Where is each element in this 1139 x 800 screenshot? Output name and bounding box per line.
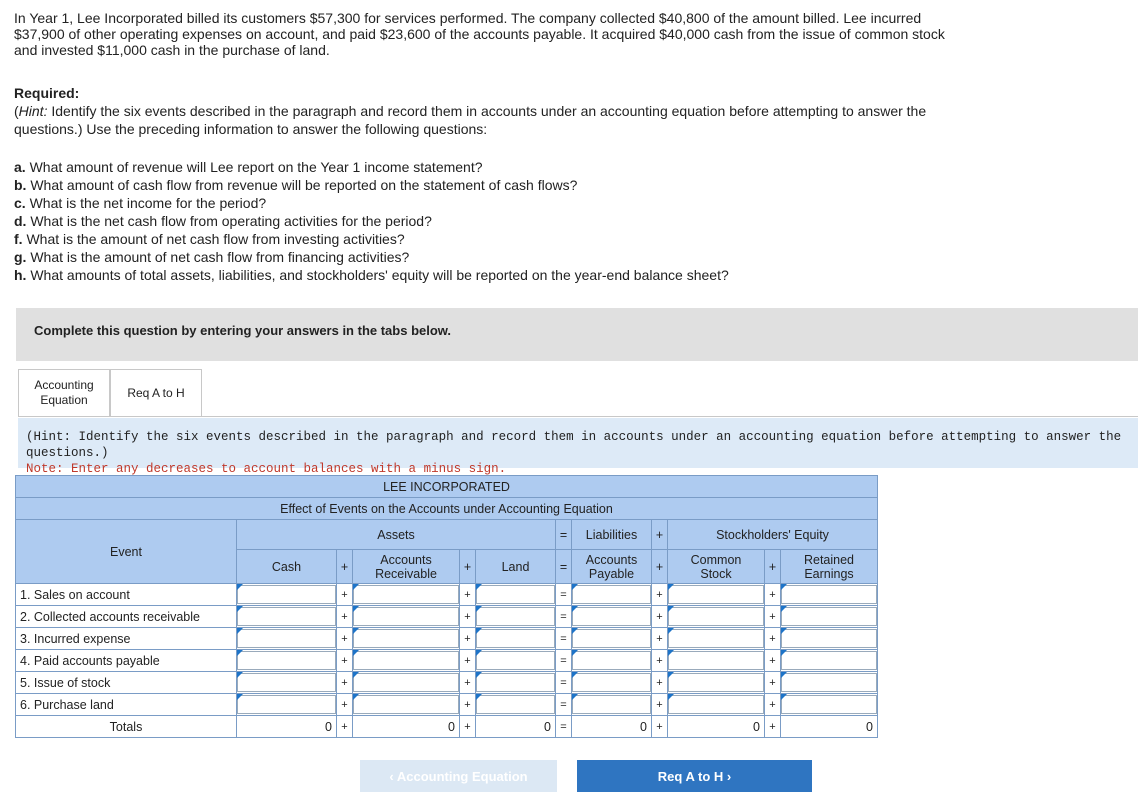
land-input-cell — [476, 672, 556, 694]
cs-input[interactable] — [668, 585, 764, 604]
re-input-cell — [781, 584, 878, 606]
plus-sign: + — [337, 716, 353, 738]
land-input-cell — [476, 606, 556, 628]
ap-input-cell — [572, 672, 652, 694]
instruction-banner: Complete this question by entering your answers in the tabs below. — [16, 308, 1138, 361]
total-re: 0 — [781, 716, 878, 738]
land-input-cell — [476, 584, 556, 606]
required-hint-label: Hint: — [18, 103, 48, 119]
cs-input[interactable] — [668, 651, 764, 670]
question-item: a. What amount of revenue will Lee report on the Year 1 income statement? — [14, 159, 483, 175]
plus-sign: + — [765, 550, 781, 584]
tab-req-a-to-h[interactable]: Req A to H — [110, 369, 202, 416]
equals-sign: = — [556, 694, 572, 716]
re-input[interactable] — [781, 607, 877, 626]
cash-input[interactable] — [237, 651, 336, 670]
ar-input-cell — [353, 672, 460, 694]
cs-input[interactable] — [668, 673, 764, 692]
re-input-cell — [781, 606, 878, 628]
equals-sign: = — [556, 628, 572, 650]
note-text: Note: Enter any decreases to account balances with a minus sign. — [26, 462, 507, 476]
ap-input-cell — [572, 606, 652, 628]
equals-sign: = — [556, 520, 572, 550]
question-item: c. What is the net income for the period? — [14, 195, 267, 211]
cash-input[interactable] — [237, 673, 336, 692]
land-input[interactable] — [476, 629, 555, 648]
re-input[interactable] — [781, 629, 877, 648]
cs-input-cell — [668, 672, 765, 694]
cs-input[interactable] — [668, 695, 764, 714]
question-list — [14, 158, 954, 284]
land-input-cell — [476, 628, 556, 650]
land-input[interactable] — [476, 673, 555, 692]
total-ar: 0 — [353, 716, 460, 738]
event-row — [16, 584, 878, 606]
land-input[interactable] — [476, 607, 555, 626]
ap-input[interactable] — [572, 673, 651, 692]
liabilities-header: Liabilities — [572, 520, 652, 550]
event-row — [16, 606, 878, 628]
equals-sign: = — [556, 584, 572, 606]
event-label: 6. Purchase land — [16, 694, 237, 716]
land-input-cell — [476, 694, 556, 716]
plus-sign: + — [765, 672, 781, 694]
plus-sign: + — [652, 716, 668, 738]
plus-sign: + — [337, 550, 353, 584]
ar-input-cell — [353, 628, 460, 650]
question-item: d. What is the net cash flow from operating activities for the period? — [14, 213, 432, 229]
re-input[interactable] — [781, 695, 877, 714]
next-tab-button[interactable]: Req A to H › — [577, 760, 812, 792]
cash-input[interactable] — [237, 607, 336, 626]
plus-sign: + — [460, 716, 476, 738]
event-label: 5. Issue of stock — [16, 672, 237, 694]
ar-input-cell — [353, 606, 460, 628]
ar-input[interactable] — [353, 651, 459, 670]
equals-sign: = — [556, 550, 572, 584]
ap-input[interactable] — [572, 695, 651, 714]
required-section: Required: (Hint: Identify the six events described in the paragraph and record them in accounts under an accounting equation before attempting to answer the questions.) Use the preceding information to answer the following questions: — [14, 84, 954, 138]
plus-sign: + — [765, 716, 781, 738]
required-hint-text: Identify the six events described in the paragraph and record them in accounts under an accounting equation before attempting to answer the questions.) Use the preceding information to answer the following questions: — [14, 103, 927, 137]
event-header: Event — [16, 520, 237, 584]
cs-input-cell — [668, 628, 765, 650]
plus-sign: + — [652, 672, 668, 694]
re-input-cell — [781, 672, 878, 694]
plus-sign: + — [765, 628, 781, 650]
ap-input[interactable] — [572, 629, 651, 648]
re-input-cell — [781, 628, 878, 650]
plus-sign: + — [460, 550, 476, 584]
plus-sign: + — [652, 606, 668, 628]
question-item: h. What amounts of total assets, liabilities, and stockholders' equity will be reported on the year-end balance sheet? — [14, 267, 729, 283]
total-cs: 0 — [668, 716, 765, 738]
event-label: 2. Collected accounts receivable — [16, 606, 237, 628]
re-input[interactable] — [781, 673, 877, 692]
equals-sign: = — [556, 650, 572, 672]
event-row — [16, 694, 878, 716]
plus-sign: + — [765, 694, 781, 716]
totals-row — [16, 716, 878, 738]
land-input[interactable] — [476, 651, 555, 670]
tab-accounting-equation[interactable]: Accounting Equation — [18, 369, 110, 417]
cs-input-cell — [668, 606, 765, 628]
plus-sign: + — [652, 694, 668, 716]
ap-input-cell — [572, 694, 652, 716]
ar-input[interactable] — [353, 607, 459, 626]
plus-sign: + — [652, 650, 668, 672]
plus-sign: + — [652, 628, 668, 650]
cash-input-cell — [237, 694, 337, 716]
equals-sign: = — [556, 716, 572, 738]
plus-sign: + — [337, 584, 353, 606]
ar-input-cell — [353, 584, 460, 606]
event-row — [16, 628, 878, 650]
ap-input-cell — [572, 584, 652, 606]
land-input-cell — [476, 650, 556, 672]
tab-divider — [18, 416, 1138, 417]
cash-header: Cash — [237, 550, 337, 584]
land-header: Land — [476, 550, 556, 584]
ar-input[interactable] — [353, 585, 459, 604]
total-ap: 0 — [572, 716, 652, 738]
ar-input[interactable] — [353, 673, 459, 692]
re-header: Retained Earnings — [781, 550, 878, 584]
problem-statement: In Year 1, Lee Incorporated billed its customers $57,300 for services performed. The company collected $40,800 of the amount billed. Lee incurred $37,900 of other operating expenses on account, and paid $23,600 of the accounts payable. It acquired $40,000 cash from the issue of common stock and invested $11,000 cash in the purchase of land. — [14, 10, 945, 58]
prev-tab-button[interactable]: ‹ Accounting Equation — [360, 760, 557, 792]
ap-input[interactable] — [572, 651, 651, 670]
ap-header: Accounts Payable — [572, 550, 652, 584]
equals-sign: = — [556, 672, 572, 694]
plus-sign: + — [652, 550, 668, 584]
plus-sign: + — [337, 672, 353, 694]
total-cash: 0 — [237, 716, 337, 738]
ap-input[interactable] — [572, 607, 651, 626]
cs-input-cell — [668, 694, 765, 716]
cs-input[interactable] — [668, 607, 764, 626]
cash-input[interactable] — [237, 585, 336, 604]
plus-sign: + — [460, 694, 476, 716]
hint-text: (Hint: Identify the six events described in the paragraph and record them in accounts under an accounting equation before attempting to answer the questions.) — [26, 430, 1122, 460]
cash-input[interactable] — [237, 695, 336, 714]
plus-sign: + — [460, 672, 476, 694]
re-input-cell — [781, 650, 878, 672]
ap-input-cell — [572, 628, 652, 650]
event-row — [16, 650, 878, 672]
plus-sign: + — [337, 650, 353, 672]
plus-sign: + — [765, 584, 781, 606]
equals-sign: = — [556, 606, 572, 628]
cs-input-cell — [668, 584, 765, 606]
required-title: Required: — [14, 85, 80, 101]
plus-sign: + — [765, 606, 781, 628]
plus-sign: + — [460, 628, 476, 650]
cash-input[interactable] — [237, 629, 336, 648]
plus-sign: + — [652, 584, 668, 606]
cs-input[interactable] — [668, 629, 764, 648]
table-subtitle: Effect of Events on the Accounts under Accounting Equation — [16, 498, 878, 520]
re-input[interactable] — [781, 585, 877, 604]
plus-sign: + — [652, 520, 668, 550]
totals-label: Totals — [16, 716, 237, 738]
ar-input[interactable] — [353, 629, 459, 648]
question-item: f. What is the amount of net cash flow from investing activities? — [14, 231, 405, 247]
ar-input-cell — [353, 694, 460, 716]
cash-input-cell — [237, 650, 337, 672]
question-item: g. What is the amount of net cash flow from financing activities? — [14, 249, 410, 265]
plus-sign: + — [460, 606, 476, 628]
land-input[interactable] — [476, 585, 555, 604]
ar-input-cell — [353, 650, 460, 672]
assets-header: Assets — [237, 520, 556, 550]
cash-input-cell — [237, 672, 337, 694]
plus-sign: + — [337, 628, 353, 650]
cash-input-cell — [237, 628, 337, 650]
total-land: 0 — [476, 716, 556, 738]
event-label: 4. Paid accounts payable — [16, 650, 237, 672]
cash-input-cell — [237, 584, 337, 606]
plus-sign: + — [337, 606, 353, 628]
cs-header: Common Stock — [668, 550, 765, 584]
hint-box — [18, 418, 1138, 476]
ar-input[interactable] — [353, 695, 459, 714]
re-input[interactable] — [781, 651, 877, 670]
cash-input-cell — [237, 606, 337, 628]
equity-header: Stockholders' Equity — [668, 520, 878, 550]
event-row — [16, 672, 878, 694]
accounting-equation-table — [15, 475, 878, 738]
event-label: 3. Incurred expense — [16, 628, 237, 650]
land-input[interactable] — [476, 695, 555, 714]
plus-sign: + — [337, 694, 353, 716]
ap-input[interactable] — [572, 585, 651, 604]
re-input-cell — [781, 694, 878, 716]
plus-sign: + — [765, 650, 781, 672]
question-item: b. What amount of cash flow from revenue will be reported on the statement of cash flows? — [14, 177, 578, 193]
ap-input-cell — [572, 650, 652, 672]
ar-header: Accounts Receivable — [353, 550, 460, 584]
company-name: LEE INCORPORATED — [16, 476, 878, 498]
plus-sign: + — [460, 584, 476, 606]
cs-input-cell — [668, 650, 765, 672]
plus-sign: + — [460, 650, 476, 672]
event-label: 1. Sales on account — [16, 584, 237, 606]
